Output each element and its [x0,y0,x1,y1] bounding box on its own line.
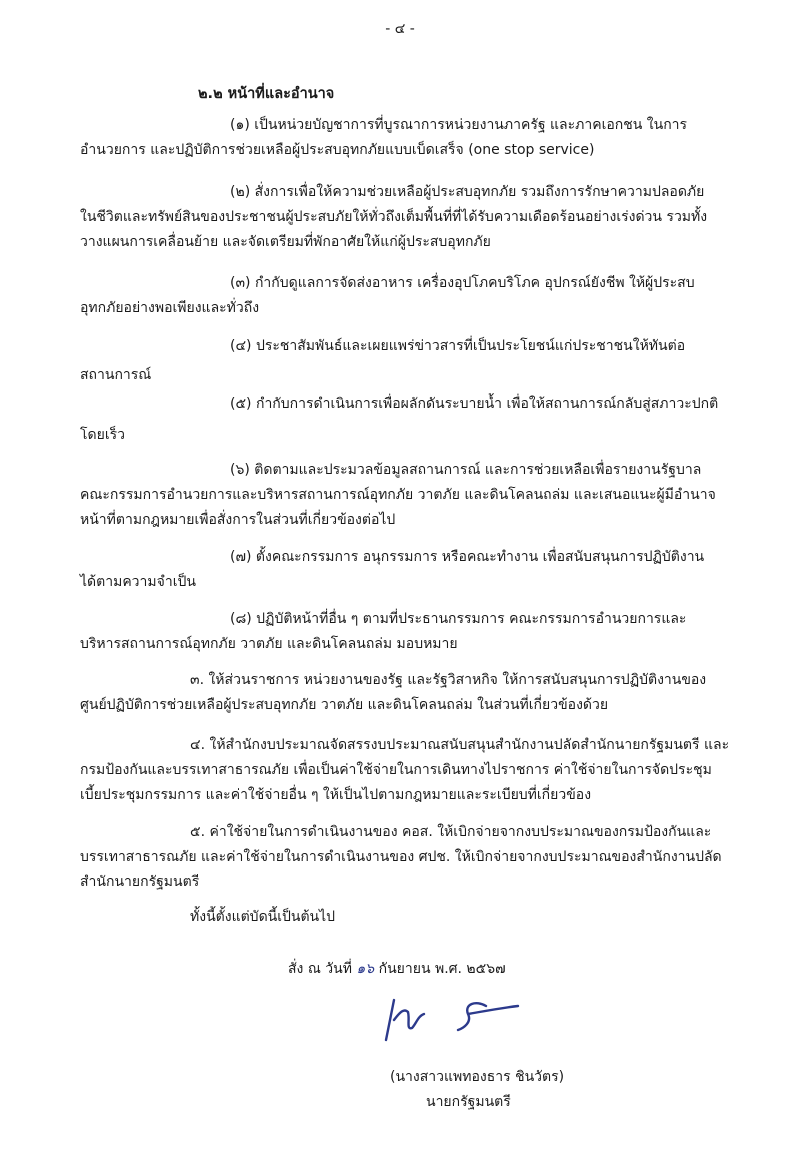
text-line: หน้าที่ตามกฎหมายเพื่อสั่งการในส่วนที่เกี่ยวข้องต่อไป [80,512,396,528]
duty-item-3 [80,271,720,321]
clause-4 [80,733,730,808]
clause-5 [80,820,720,895]
text-line: (๔) ประชาสัมพันธ์และเผยแพร่ข่าวสารที่เป็นประโยชน์แก่ประชาชนให้ทันต่อ [230,338,686,354]
duty-item-1 [80,113,720,163]
duty-item-2 [80,180,720,255]
duty-item-4 [80,334,720,388]
text-line: ๔. ให้สำนักงบประมาณจัดสรรงบประมาณสนับสนุนสำนักงานปลัดสำนักนายกรัฐมนตรี และ [190,737,730,753]
date-day: ๑๖ [356,961,375,977]
text-line: สถานการณ์ [80,367,152,383]
text-line: บริหารสถานการณ์อุทกภัย วาตภัย และดินโคลนถล่ม มอบหมาย [80,636,458,652]
signer-name: (นางสาวแพทองธาร ชินวัตร) [390,1069,565,1085]
section-heading: ๒.๒ หน้าที่และอำนาจ [198,86,335,102]
text-line: (๒) สั่งการเพื่อให้ความช่วยเหลือผู้ประสบอุทกภัย รวมถึงการรักษาความปลอดภัย [230,184,705,200]
text-line: ๕. ค่าใช้จ่ายในการดำเนินงานของ คอส. ให้เบิกจ่ายจากงบประมาณของกรมป้องกันและ [190,824,712,840]
text-line: ศูนย์ปฏิบัติการช่วยเหลือผู้ประสบอุทกภัย วาตภัย และดินโคลนถล่ม ในส่วนที่เกี่ยวข้องด้วย [80,697,609,713]
clause-3 [80,668,720,718]
closing-text: ทั้งนี้ตั้งแต่บัดนี้เป็นต้นไป [190,909,336,925]
text-line: สำนักนายกรัฐมนตรี [80,874,200,890]
text-line: (๗) ตั้งคณะกรรมการ อนุกรรมการ หรือคณะทำงาน เพื่อสนับสนุนการปฏิบัติงาน [230,549,705,565]
text-line: (๑) เป็นหน่วยบัญชาการที่บูรณาการหน่วยงานภาครัฐ และภาคเอกชน ในการ [230,117,688,133]
text-line: กรมป้องกันและบรรเทาสาธารณภัย เพื่อเป็นค่าใช้จ่ายในการเดินทางไปราชการ ค่าใช้จ่ายในการจัดประชุม [80,762,712,778]
text-line: เบี้ยประชุมกรรมการ และค่าใช้จ่ายอื่น ๆ ให้เป็นไปตามกฎหมายและระเบียบที่เกี่ยวข้อง [80,787,592,803]
order-date [288,958,506,980]
text-line: อำนวยการ และปฏิบัติการช่วยเหลือผู้ประสบอุทกภัยแบบเบ็ดเสร็จ (one stop service) [80,142,595,158]
date-prefix: สั่ง ณ วันที่ [288,961,352,977]
duty-item-6 [80,458,720,533]
date-suffix: กันยายน พ.ศ. ๒๕๖๗ [378,961,506,977]
duty-item-8 [80,607,720,657]
text-line: อุทกภัยอย่างพอเพียงและทั่วถึง [80,300,260,316]
text-line: โดยเร็ว [80,427,125,443]
page-number: - ๔ - [385,21,415,37]
text-line: (๓) กำกับดูแลการจัดส่งอาหาร เครื่องอุปโภคบริโภค อุปกรณ์ยังชีพ ให้ผู้ประสบ [230,275,695,291]
handwritten-signature [368,990,528,1050]
text-line: คณะกรรมการอำนวยการและบริหารสถานการณ์อุทกภัย วาตภัย และดินโคลนถล่ม และเสนอแนะผู้มีอำนาจ [80,487,716,503]
text-line: (๕) กำกับการดำเนินการเพื่อผลักดันระบายน้ำ เพื่อให้สถานการณ์กลับสู่สภาวะปกติ [230,396,719,412]
text-line: ๓. ให้ส่วนราชการ หน่วยงานของรัฐ และรัฐวิสาหกิจ ให้การสนับสนุนการปฏิบัติงานของ [190,672,707,688]
text-line: ในชีวิตและทรัพย์สินของประชาชนผู้ประสบภัยให้ทั่วถึงเต็มพื้นที่ที่ได้รับความเดือดร้อนอย่างเร่งด่วน รวมทั้ง [80,209,708,225]
signer-title: นายกรัฐมนตรี [426,1094,511,1110]
text-line: วางแผนการเคลื่อนย้าย และจัดเตรียมที่พักอาศัยให้แก่ผู้ประสบอุทกภัย [80,234,491,250]
text-line: (๖) ติดตามและประมวลข้อมูลสถานการณ์ และการช่วยเหลือเพื่อรายงานรัฐบาล [230,462,702,478]
text-line: (๘) ปฏิบัติหน้าที่อื่น ๆ ตามที่ประธานกรรมการ คณะกรรมการอำนวยการและ [230,611,687,627]
duty-item-5 [80,392,720,448]
duty-item-7 [80,545,720,595]
text-line: บรรเทาสาธารณภัย และค่าใช้จ่ายในการดำเนินงานของ ศปช. ให้เบิกจ่ายจากงบประมาณของสำนักงานปลัด [80,849,722,865]
text-line: ได้ตามความจำเป็น [80,574,196,590]
